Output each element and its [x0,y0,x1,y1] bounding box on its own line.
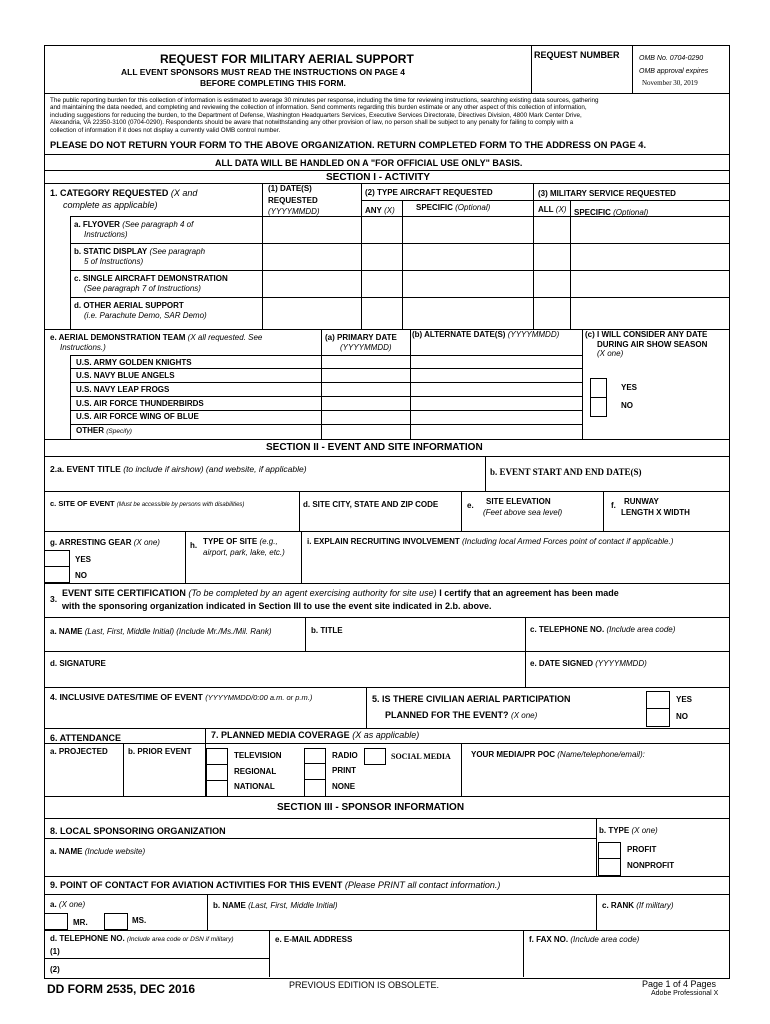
military-service-label: (3) MILITARY SERVICE REQUESTED [538,189,676,198]
form-subtitle: ALL EVENT SPONSORS MUST READ THE INSTRUCTIONS ON PAGE 4 [121,67,405,77]
omb-date: November 30, 2019 [642,79,698,87]
attendance-projected-label: a. PROJECTED [50,747,108,756]
media-tv-label: TELEVISION [234,751,282,760]
aviation-poc-label: 9. POINT OF CONTACT FOR AVIATION ACTIVITIES FOR THIS EVENT (Please PRINT all contact information.) [50,880,501,890]
nonprofit-label: NONPROFIT [627,861,675,870]
form-id: DD FORM 2535, DEC 2016 [47,982,196,996]
demo-team-label: e. AERIAL DEMONSTRATION TEAM (X all requested. See Instructions.) [50,333,263,352]
media-none-label: NONE [332,782,356,791]
media-print-label: PRINT [332,766,356,775]
consider-no-checkbox[interactable] [590,397,607,417]
event-title-label: 2.a. EVENT TITLE (to include if airshow) (and website, if applicable) [50,464,307,474]
sponsor-name-label: a. NAME (Include website) [50,847,146,856]
consider-yes-label: YES [621,383,638,392]
sponsor-type-label: b. TYPE (X one) [599,826,658,835]
type-aircraft-label: (2) TYPE AIRCRAFT REQUESTED [365,188,493,197]
form-subtitle-2: BEFORE COMPLETING THIS FORM. [200,78,346,88]
civilian-yes-checkbox[interactable] [646,691,670,709]
cert-text: with the sponsoring organization indicated in Section III to use the event site indicated in 2.b. above. [62,601,492,611]
mr-checkbox[interactable] [44,913,68,930]
profit-label: PROFIT [627,845,657,854]
software-note: Adobe Professional X [651,990,719,997]
site-type-hint: airport, park, lake, etc.) [203,548,285,557]
specific-label: SPECIFIC (Optional) [416,203,491,212]
category-other-support: d. OTHER AERIAL SUPPORT (i.e. Parachute Demo, SAR Demo) [74,301,207,320]
team-row-other: OTHER (Specify) [76,426,132,435]
section-2-title: SECTION II - EVENT AND SITE INFORMATION [266,442,483,453]
team-row: U.S. AIR FORCE WING OF BLUE [76,412,199,421]
arresting-yes-label: YES [75,555,92,564]
poc-fax-label: f. FAX NO. (Include area code) [529,935,640,944]
site-type-prefix: h. [190,541,198,550]
salutation-label: a. (X one) [50,900,86,909]
site-type-label: TYPE OF SITE (e.g., [203,537,278,546]
media-regional-label: REGIONAL [234,767,277,776]
arresting-no-checkbox[interactable] [44,566,70,583]
media-national-checkbox[interactable] [206,780,228,797]
specific-service-label: SPECIFIC (Optional) [574,208,649,217]
recruiting-label: i. EXPLAIN RECRUITING INVOLVEMENT (Including local Armed Forces point of contact if applicable.) [307,537,674,546]
civilian-participation-label: 5. IS THERE CIVILIAN AERIAL PARTICIPATION [372,694,571,704]
alternate-date-label: (b) ALTERNATE DATE(S) (YYYYMMDD) [412,330,560,339]
any-label: ANY (X) [365,206,395,215]
dates-requested-format: (YYYYMMDD) [268,207,320,216]
media-regional-checkbox[interactable] [206,764,228,781]
mr-label: MR. [73,918,88,927]
page-number: Page 1 of 4 Pages [642,979,717,989]
poc-phone-2-label: (2) [50,965,60,974]
cert-label: EVENT SITE CERTIFICATION (To be completed by an agent exercising authority for site use) I certify that an agreement has been made [62,588,619,598]
site-elevation-label: SITE ELEVATION [486,497,551,506]
request-number-label: REQUEST NUMBER [534,50,620,60]
attendance-label: 6. ATTENDANCE [50,733,122,743]
profit-checkbox[interactable] [598,842,621,859]
fouo-notice: ALL DATA WILL BE HANDLED ON A "FOR OFFICIAL USE ONLY" BASIS. [215,158,523,168]
civilian-no-checkbox[interactable] [646,708,670,727]
poc-phone-1-label: (1) [50,947,60,956]
event-dates-label: b. EVENT START AND END DATE(S) [490,467,642,477]
media-social-checkbox[interactable] [364,748,386,765]
civilian-no-label: NO [676,712,688,721]
team-row: U.S. AIR FORCE THUNDERBIRDS [76,399,204,408]
team-row: U.S. ARMY GOLDEN KNIGHTS [76,358,192,367]
request-number-field[interactable] [534,64,633,92]
cert-date-signed-label: e. DATE SIGNED (YYYYMMDD) [530,659,647,668]
runway-label: RUNWAY [624,497,659,506]
ms-label: MS. [132,916,147,925]
civilian-yes-label: YES [676,695,693,704]
consider-no-label: NO [621,401,633,410]
poc-email-label: e. E-MAIL ADDRESS [275,935,353,944]
attendance-prior-label: b. PRIOR EVENT [128,747,192,756]
media-poc-label: YOUR MEDIA/PR POC (Name/telephone/email): [471,750,645,759]
primary-date-format: (YYYYMMDD) [340,343,392,352]
category-label: 1. CATEGORY REQUESTED (X and [50,188,198,198]
team-row: U.S. NAVY BLUE ANGELS [76,371,175,380]
omb-number: OMB No. 0704-0290 [639,55,704,62]
arresting-yes-checkbox[interactable] [44,550,70,567]
media-tv-checkbox[interactable] [206,748,228,765]
media-coverage-label: 7. PLANNED MEDIA COVERAGE (X as applicable) [211,730,420,740]
media-social-label: SOCIAL MEDIA [391,752,451,761]
category-hint: complete as applicable) [63,200,158,210]
category-static-display: b. STATIC DISPLAY (See paragraph 5 of Instructions) [74,247,206,266]
obsolete-notice: PREVIOUS EDITION IS OBSOLETE. [289,980,440,990]
cert-phone-label: c. TELEPHONE NO. (Include area code) [530,625,676,634]
consider-any-date-hint: (X one) [597,349,624,358]
primary-date-label: (a) PRIMARY DATE [325,333,397,342]
cert-name-label: a. NAME (Last, First, Middle Initial) (Include Mr./Ms./Mil. Rank) [50,627,272,636]
media-national-label: NATIONAL [234,782,275,791]
site-elevation-hint: (Feet above sea level) [483,508,563,517]
runway-label-2: LENGTH X WIDTH [621,508,690,517]
media-print-checkbox[interactable] [304,763,326,780]
cert-signature-label: d. SIGNATURE [50,659,106,668]
section-3-title: SECTION III - SPONSOR INFORMATION [277,802,465,813]
sponsor-org-label: 8. LOCAL SPONSORING ORGANIZATION [50,826,226,836]
site-elevation-prefix: e. [467,501,474,510]
runway-prefix: f. [611,501,616,510]
dates-requested-label-2: REQUESTED [268,196,318,205]
media-none-checkbox[interactable] [304,779,326,797]
do-not-return-notice: PLEASE DO NOT RETURN YOUR FORM TO THE ABOVE ORGANIZATION. RETURN COMPLETED FORM TO THE ADDRESS ON PAGE 4. [50,140,647,150]
consider-any-date-label: (c) I WILL CONSIDER ANY DATE [585,330,708,339]
dates-requested-label: (1) DATE(S) [268,184,312,193]
form-title: REQUEST FOR MILITARY AERIAL SUPPORT [160,52,414,66]
site-city-label: d. SITE CITY, STATE AND ZIP CODE [303,500,439,509]
section-1-title: SECTION I - ACTIVITY [326,172,431,183]
poc-name-label: b. NAME (Last, First, Middle Initial) [213,901,338,910]
burden-statement: The public reporting burden for this collection of information is estimated to average 30 minutes per response, including the time for reviewing instructions, searching existing data sources, gathering and maintaining the data needed, and completing and reviewing the collection of information. Send comments regarding this burden estimate or any other aspect of this collection of information, including suggestions for reducing the burden, to the Department of Defense, Washington Headquarters Services, Executive Services Directorate, Directives Division, 4800 Mark Center Drive, Alexandria, VA 22350-3100 (0704-0290). Respondents should be aware that notwithstanding any other provision of law, no person shall be subject to any penalty for failing to comply with a collection of information if it does not display a currently valid OMB control number. [50,97,599,134]
site-of-event-label: c. SITE OF EVENT (Must be accessible by persons with disabilities) [50,499,245,508]
consider-any-date-label-2: DURING AIR SHOW SEASON [597,340,708,349]
poc-rank-label: c. RANK (If military) [602,901,674,910]
all-label: ALL (X) [538,205,567,214]
cert-number: 3. [50,594,58,604]
arresting-no-label: NO [75,571,87,580]
media-radio-checkbox[interactable] [304,748,326,764]
inclusive-dates-label: 4. INCLUSIVE DATES/TIME OF EVENT (YYYYMMDD/0:00 a.m. or p.m.) [50,692,313,702]
civilian-participation-label-2: PLANNED FOR THE EVENT? (X one) [385,710,538,720]
category-flyover: a. FLYOVER (See paragraph 4 of Instructions) [74,220,194,239]
arresting-gear-label: g. ARRESTING GEAR (X one) [50,538,160,547]
nonprofit-checkbox[interactable] [598,858,621,876]
media-radio-label: RADIO [332,751,358,760]
cert-title-label: b. TITLE [311,626,343,635]
poc-phone-label: d. TELEPHONE NO. (Include area code or DSN if military) [50,934,234,943]
category-single-demo: c. SINGLE AIRCRAFT DEMONSTRATION (See paragraph 7 of Instructions) [74,274,228,293]
omb-expires: OMB approval expires [639,68,709,75]
team-row: U.S. NAVY LEAP FROGS [76,385,170,394]
ms-checkbox[interactable] [104,913,128,930]
consider-yes-checkbox[interactable] [590,378,607,398]
